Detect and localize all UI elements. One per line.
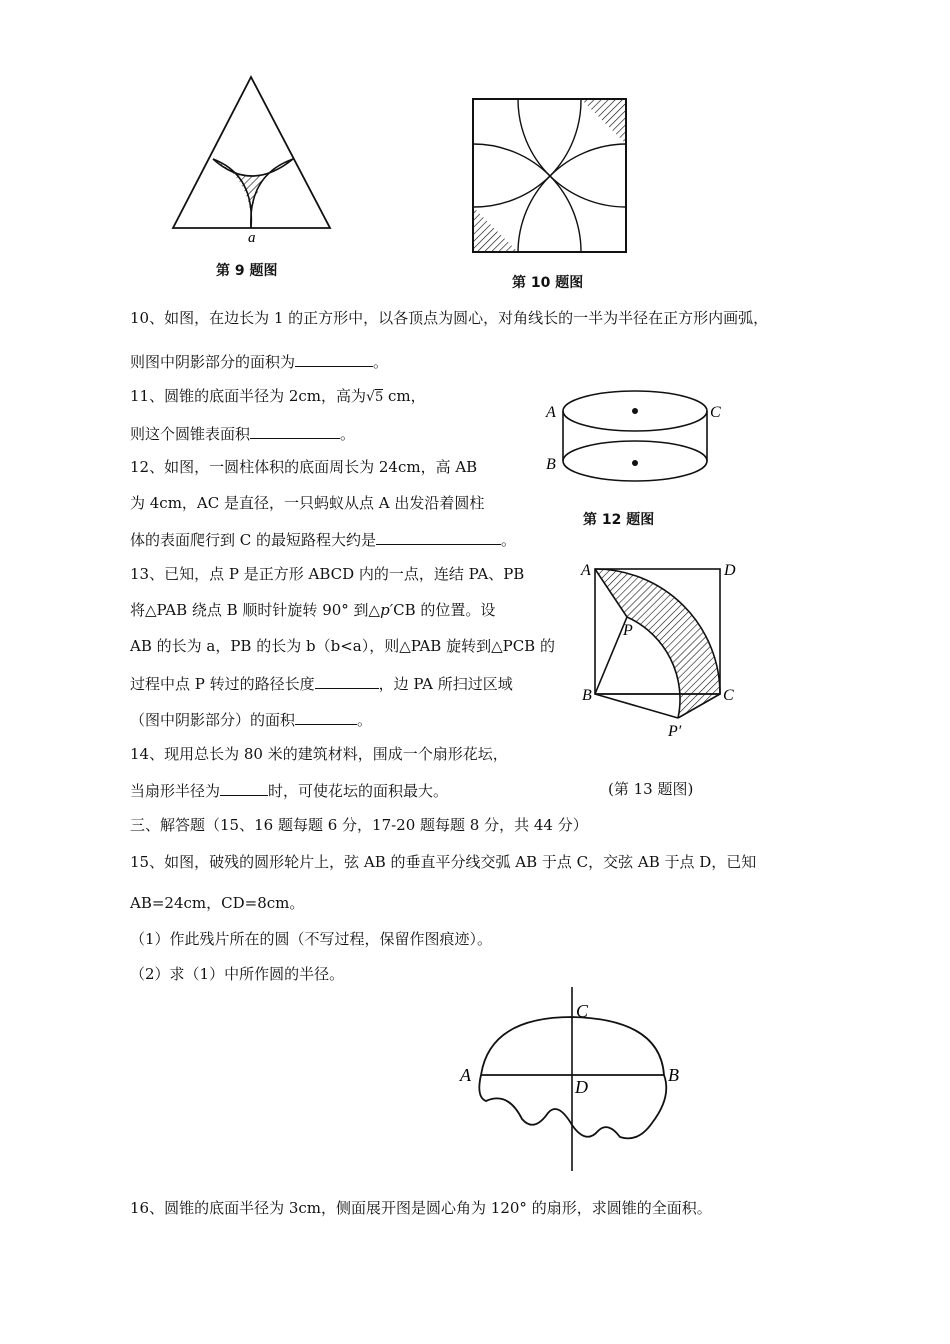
q15-line1: 15、如图，破残的圆形轮片上，弦 AB 的垂直平分线交弧 AB 于点 C，交弦 AB 于点 D，已知	[130, 853, 757, 871]
label-b: B	[582, 687, 592, 704]
q15-sub2: （2）求（1）中所作圆的半径。	[130, 965, 345, 983]
q13-line4: 过程中点 P 转过的路径长度 ，边 PA 所扫过区域	[130, 672, 513, 694]
label-b: B	[668, 1065, 679, 1085]
figure-15	[450, 985, 700, 1175]
broken-edge	[479, 1075, 666, 1138]
label-d: D	[724, 562, 736, 579]
fig12-caption: 第 12 题图	[583, 512, 655, 528]
q12-answer-blank[interactable]	[376, 528, 501, 545]
q12-line2: 为 4cm，AC 是直径，一只蚂蚁从点 A 出发沿着圆柱	[130, 494, 485, 512]
side-label-a: a	[248, 230, 256, 245]
label-c: C	[723, 687, 734, 704]
label-b: B	[546, 456, 556, 473]
q12-line3: 体的表面爬行到 C 的最短路程大约是 。	[130, 528, 516, 550]
fig13-caption: (第 13 题图)	[608, 780, 694, 798]
q12-line1: 12、如图，一圆柱体积的底面周长为 24cm，高 AB	[130, 458, 478, 476]
q15-sub1: （1）作此残片所在的圆（不写过程，保留作图痕迹）。	[130, 930, 493, 948]
fig9-caption: 第 9 题图	[216, 263, 278, 279]
q13-area-blank[interactable]	[295, 708, 357, 725]
q11-line1: 11、圆锥的底面半径为 2cm，高为√5 cm，	[130, 387, 426, 405]
q13-line1: 13、已知，点 P 是正方形 ABCD 内的一点，连结 PA、PB	[130, 565, 525, 583]
q13-line3: AB 的长为 a，PB 的长为 b（b<a），则△PAB 旋转到△PCB 的	[130, 637, 555, 655]
q13-line2: 将△PAB 绕点 B 顺时针旋转 90° 到△p′CB 的位置。设	[130, 601, 496, 619]
q14-answer-blank[interactable]	[220, 779, 268, 796]
q14-line1: 14、现用总长为 80 米的建筑材料，围成一个扇形花坛，	[130, 745, 508, 763]
sqrt-symbol: √	[366, 389, 375, 405]
shaded-region	[213, 159, 293, 228]
label-p-prime: P′	[668, 723, 682, 740]
q14-line2: 当扇形半径为 时，可使花坛的面积最大。	[130, 779, 448, 801]
q11-answer-blank[interactable]	[250, 422, 340, 439]
figure-13	[575, 555, 750, 745]
q10-line2: 则图中阴影部分的面积为 。	[130, 350, 388, 372]
q16-text: 16、圆锥的底面半径为 3cm，侧面展开图是圆心角为 120° 的扇形，求圆锥的全面积。	[130, 1199, 712, 1217]
q13-line5: （图中阴影部分）的面积 。	[130, 708, 372, 730]
figure-9	[160, 70, 345, 245]
q10-line1: 10、如图，在边长为 1 的正方形中，以各顶点为圆心，对角线长的一半为半径在正方形内画弧，	[130, 309, 769, 327]
figure-12	[540, 385, 730, 495]
q11-line2: 则这个圆锥表面积 。	[130, 422, 355, 444]
label-c: C	[576, 1001, 589, 1021]
swept-region	[595, 569, 720, 718]
q15-line2: AB=24cm，CD=8cm。	[130, 894, 305, 912]
label-c: C	[710, 404, 721, 421]
fig10-caption: 第 10 题图	[512, 275, 584, 291]
label-a: A	[581, 562, 591, 579]
label-a: A	[546, 404, 556, 421]
label-a: A	[460, 1065, 471, 1085]
figure-10	[470, 96, 630, 256]
q10-answer-blank[interactable]	[295, 350, 373, 367]
section-3-heading: 三、解答题（15、16 题每题 6 分，17-20 题每题 8 分，共 44 分）	[130, 816, 588, 834]
label-d: D	[575, 1077, 588, 1097]
q13-path-length-blank[interactable]	[315, 672, 379, 689]
label-p: P	[623, 622, 633, 639]
